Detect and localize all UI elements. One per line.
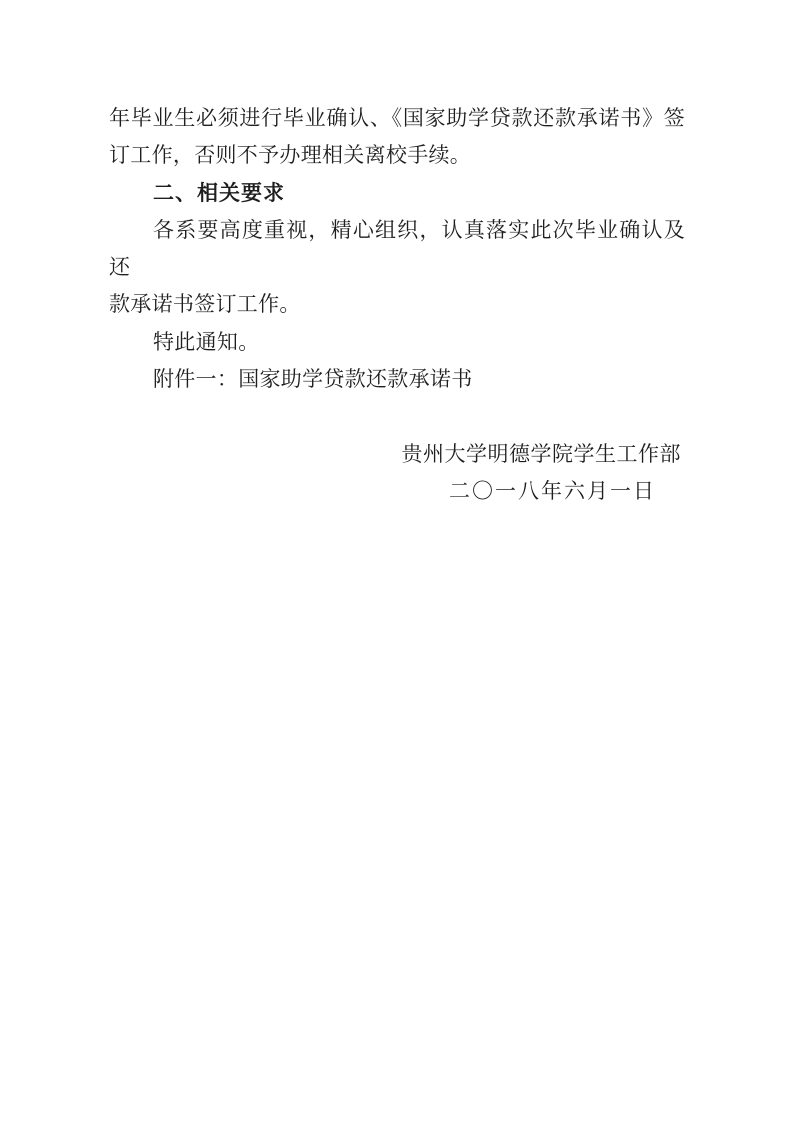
body-line: 订工作，否则不予办理相关离校手续。	[109, 143, 472, 168]
body-line: 款承诺书签订工作。	[109, 292, 301, 317]
body-line: 各系要高度重视，精心组织，认真落实此次毕业确认及还	[109, 217, 685, 280]
attachment-line: 附件一：国家助学贷款还款承诺书	[153, 367, 473, 392]
closing-line-notice: 特此通知。	[153, 329, 260, 354]
notice-body	[109, 100, 685, 510]
body-line-continuation: 年毕业生必须进行毕业确认、《国家助学贷款还款承诺书》签	[109, 106, 685, 130]
sign-date: 二〇一八年六月一日	[449, 478, 656, 503]
signer-name: 贵州大学明德学院学生工作部	[401, 441, 681, 466]
blank-line	[109, 398, 685, 435]
section-heading-requirements: 二、相关要求	[153, 181, 285, 205]
